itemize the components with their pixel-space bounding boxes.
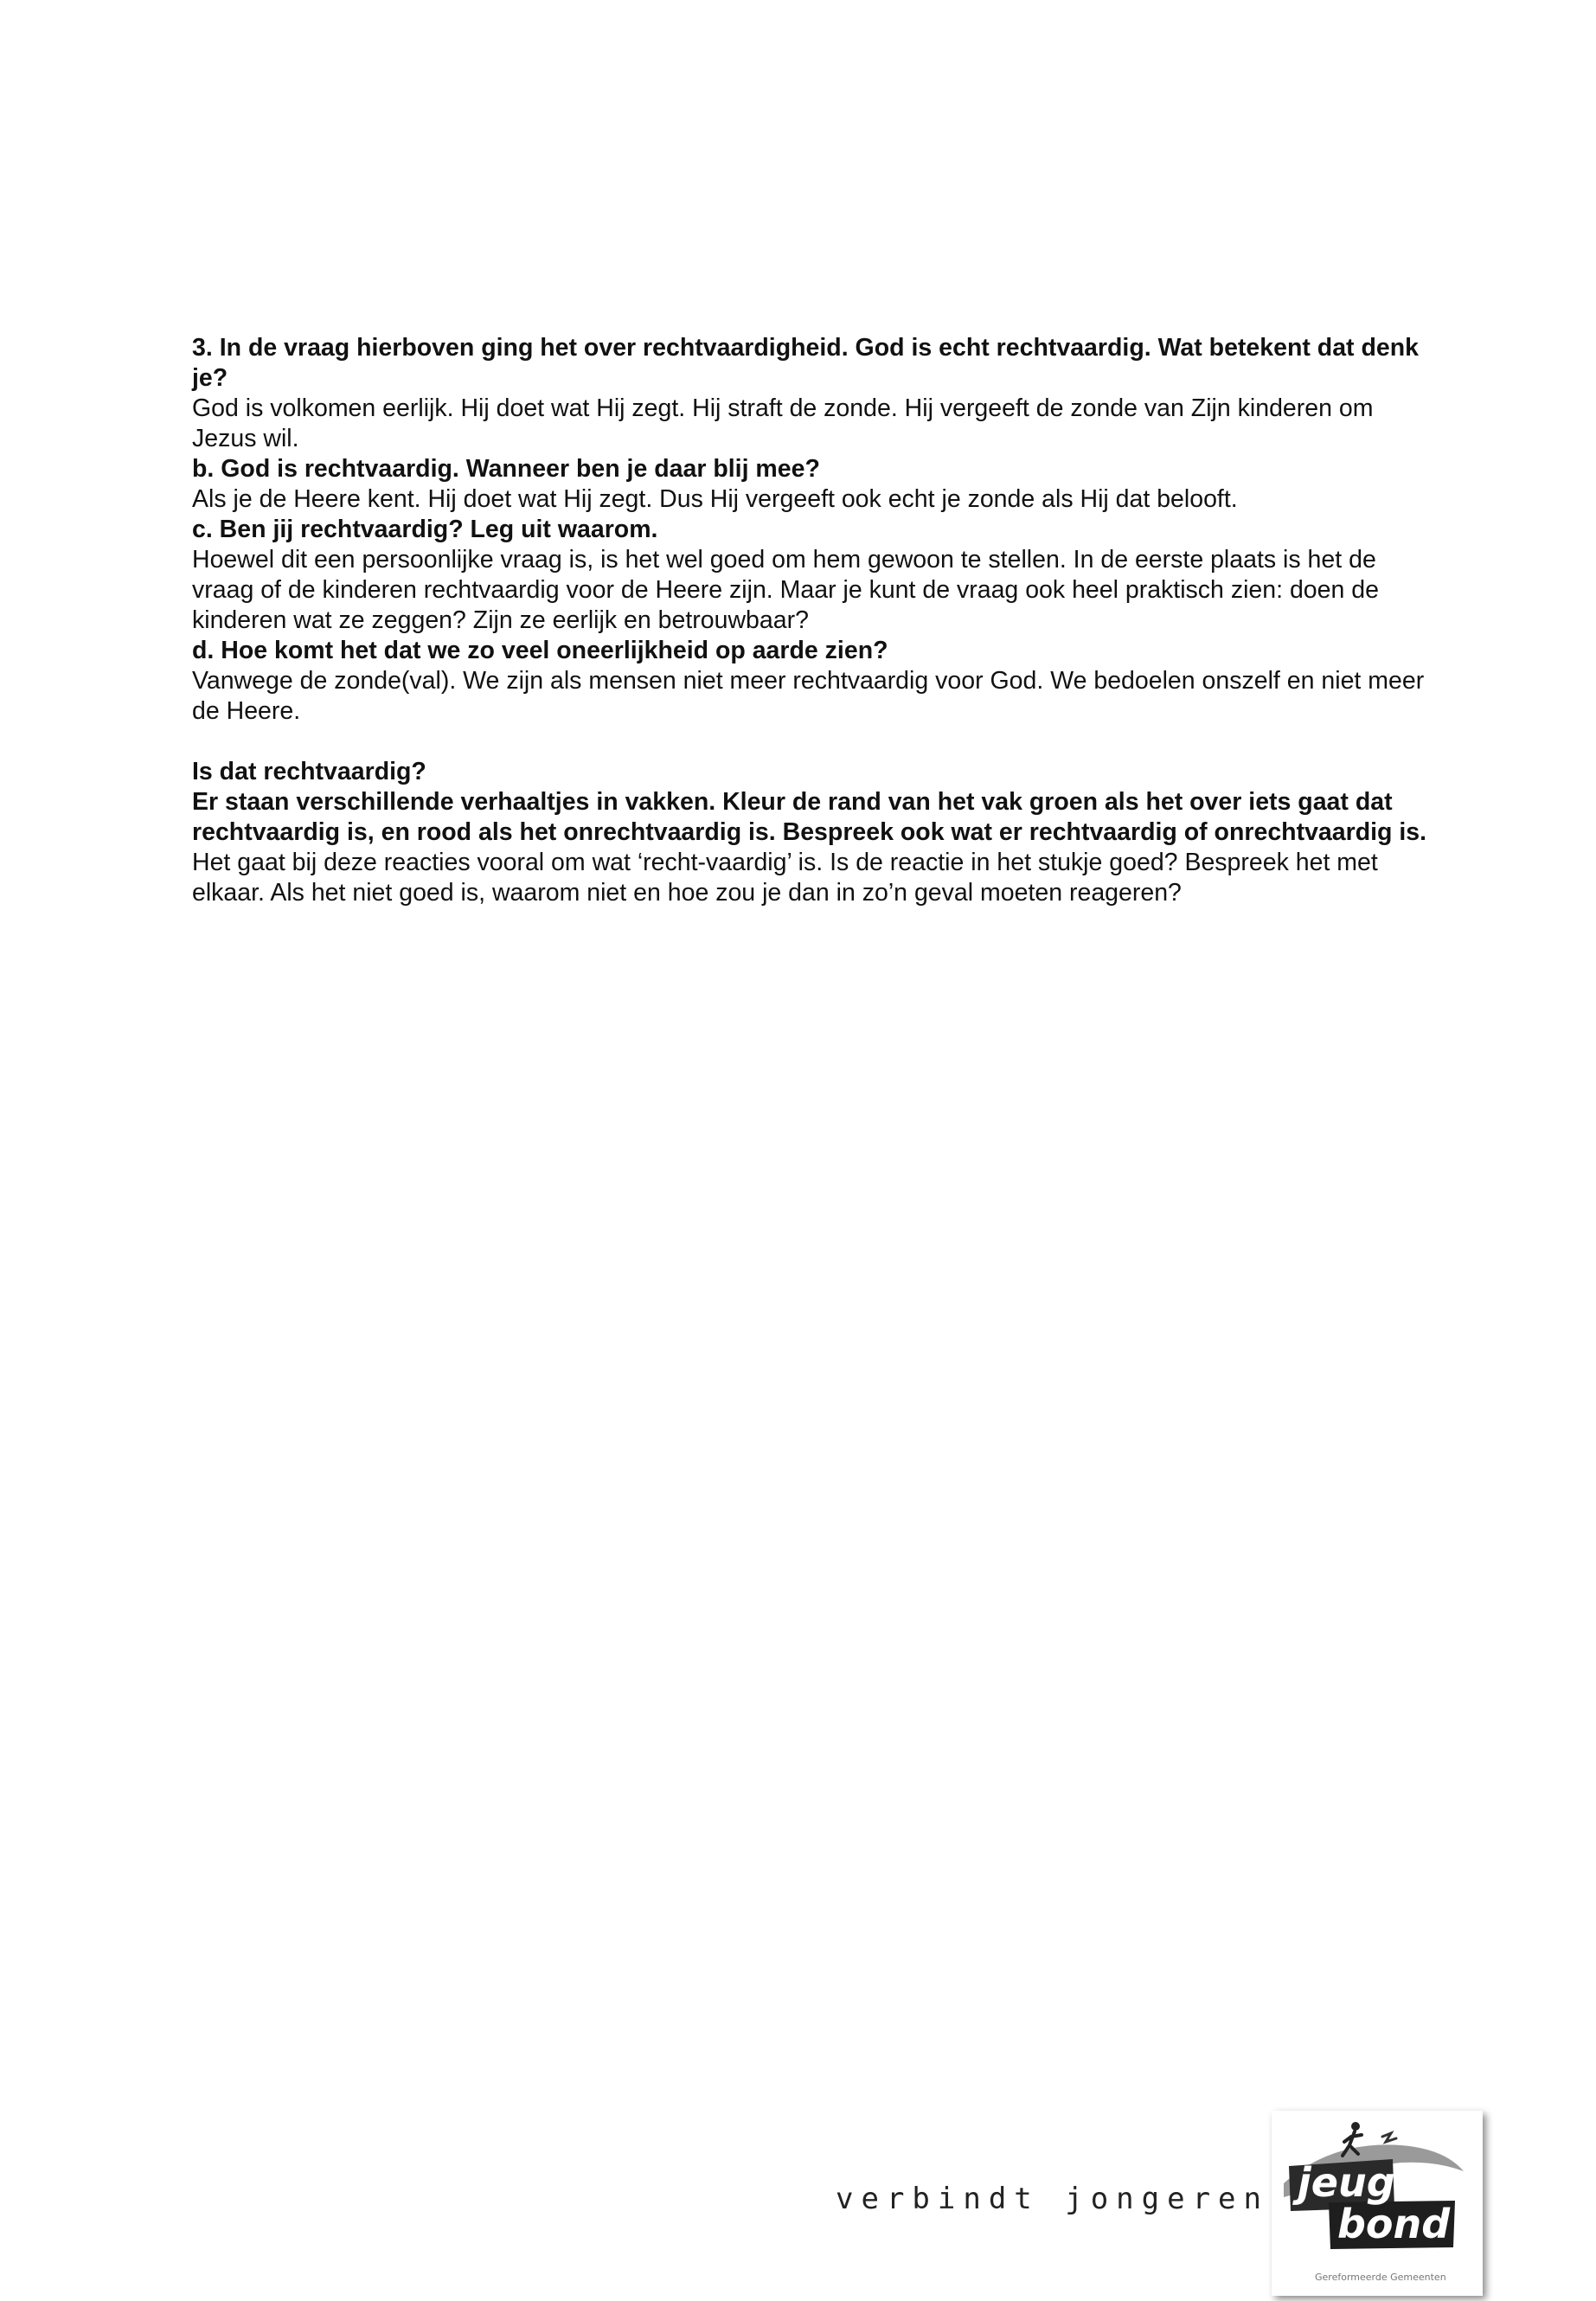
section-heading: Is dat rechtvaardig? [192,758,426,785]
section-answer: Het gaat bij deze reacties vooral om wat ‘recht-vaardig’ is. Is de reactie in het stukje goed? Bespreek het met elkaar. Als het niet goed is, waarom niet en hoe zou je dan in zo’n geval moeten reageren? [192,849,1378,907]
logo-subtitle: Gereformeerde Gemeenten [1315,2272,1446,2283]
logo-word-jeugd: jeugd [1298,2159,1424,2206]
jeugdbond-logo [1272,2111,1483,2296]
footer-tagline: verbindt jongeren [836,2182,1269,2216]
logo-word-bond: bond [1337,2201,1451,2247]
answer-3: God is volkomen eerlijk. Hij doet wat Hij zegt. Hij straft de zonde. Hij vergeeft de zonde van Zijn kinderen om Jezus wil. [192,394,1374,452]
question-3-number: 3. [192,334,213,362]
question-b: b. God is rechtvaardig. Wanneer ben je daar blij mee? [192,455,820,483]
section-instruction: Er staan verschillende verhaaltjes in vakken. Kleur de rand van het vak groen als het over iets gaat dat rechtvaardig is, en rood als het onrechtvaardig is. Bespreek ook wat er rechtvaardig of onrechtvaardig is. [192,788,1427,846]
question-c: c. Ben jij rechtvaardig? Leg uit waarom. [192,516,658,543]
question-3 [192,333,1429,394]
question-d: d. Hoe komt het dat we zo veel oneerlijkheid op aarde zien? [192,637,888,664]
question-3-text: In de vraag hierboven ging het over rechtvaardigheid. God is echt rechtvaardig. Wat betekent dat denk je? [192,334,1419,392]
answer-b: Als je de Heere kent. Hij doet wat Hij zegt. Dus Hij vergeeft ook echt je zonde als Hij dat belooft. [192,485,1238,513]
answer-d: Vanwege de zonde(val). We zijn als mensen niet meer rechtvaardig voor God. We bedoelen onszelf en niet meer de Heere. [192,667,1425,725]
paragraph-spacer [192,727,1429,757]
answer-c: Hoewel dit een persoonlijke vraag is, is het wel goed om hem gewoon te stellen. In de eerste plaats is het de vraag of de kinderen rechtvaardig voor de Heere zijn. Maar je kunt de vraag ook heel praktisch zien: doen de kinderen wat ze zeggen? Zijn ze eerlijk en betrouwbaar? [192,546,1379,634]
document-body [192,333,1429,908]
